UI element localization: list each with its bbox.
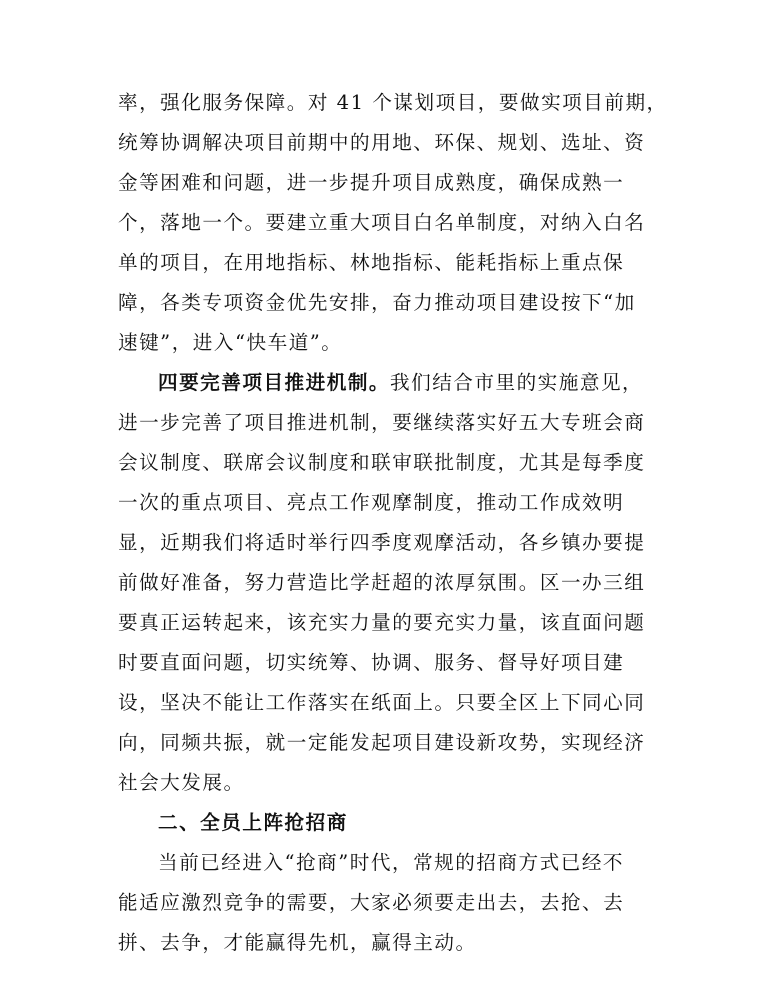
paragraph-line: 向，同频共振，就一定能发起项目建设新攻势，实现经济 bbox=[118, 731, 646, 754]
paragraph-line: 速键”，进入“快车道”。 bbox=[118, 331, 343, 354]
paragraph-line: 社会大发展。 bbox=[118, 771, 245, 794]
paragraph-line: 金等困难和问题，进一步提升项目成熟度，确保成熟一 bbox=[118, 171, 625, 194]
section-four-heading: 四要完善项目推进机制。 bbox=[158, 371, 391, 394]
paragraph-line: 率，强化服务保障。对 41 个谋划项目，要做实项目前期， bbox=[118, 91, 668, 114]
paragraph-line: 拼、去争，才能赢得先机，赢得主动。 bbox=[118, 931, 477, 954]
paragraph-line: 时要直面问题，切实统筹、协调、服务、督导好项目建 bbox=[118, 651, 625, 674]
paragraph-line: 显，近期我们将适时举行四季度观摩活动，各乡镇办要提 bbox=[118, 531, 646, 554]
section-four-first-line-text: 我们结合市里的实施意见， bbox=[390, 371, 644, 394]
paragraph-line: 要真正运转起来，该充实力量的要充实力量，该直面问题 bbox=[118, 611, 646, 634]
paragraph-line: 个，落地一个。要建立重大项目白名单制度，对纳入白名 bbox=[118, 211, 646, 234]
paragraph-line: 进一步完善了项目推进机制，要继续落实好五大专班会商 bbox=[118, 411, 646, 434]
paragraph-line: 前做好准备，努力营造比学赶超的浓厚氛围。区一办三组 bbox=[118, 571, 646, 594]
section-title: 二、全员上阵抢招商 bbox=[158, 811, 348, 834]
paragraph-line: 障，各类专项资金优先安排，奋力推动项目建设按下“加 bbox=[118, 291, 636, 314]
paragraph-line: 能适应激烈竞争的需要，大家必须要走出去，去抢、去 bbox=[118, 891, 625, 914]
paragraph-line: 单的项目，在用地指标、林地指标、能耗指标上重点保 bbox=[118, 251, 625, 274]
paragraph-line: 会议制度、联席会议制度和联审联批制度，尤其是每季度 bbox=[118, 451, 646, 474]
paragraph-line: 当前已经进入“抢商”时代，常规的招商方式已经不 bbox=[158, 851, 625, 874]
section-four-first-line bbox=[158, 368, 643, 398]
paragraph-line: 一次的重点项目、亮点工作观摩制度，推动工作成效明 bbox=[118, 491, 625, 514]
paragraph-line: 统筹协调解决项目前期中的用地、环保、规划、选址、资 bbox=[118, 131, 646, 154]
paragraph-line: 设，坚决不能让工作落实在纸面上。只要全区上下同心同 bbox=[118, 691, 646, 714]
